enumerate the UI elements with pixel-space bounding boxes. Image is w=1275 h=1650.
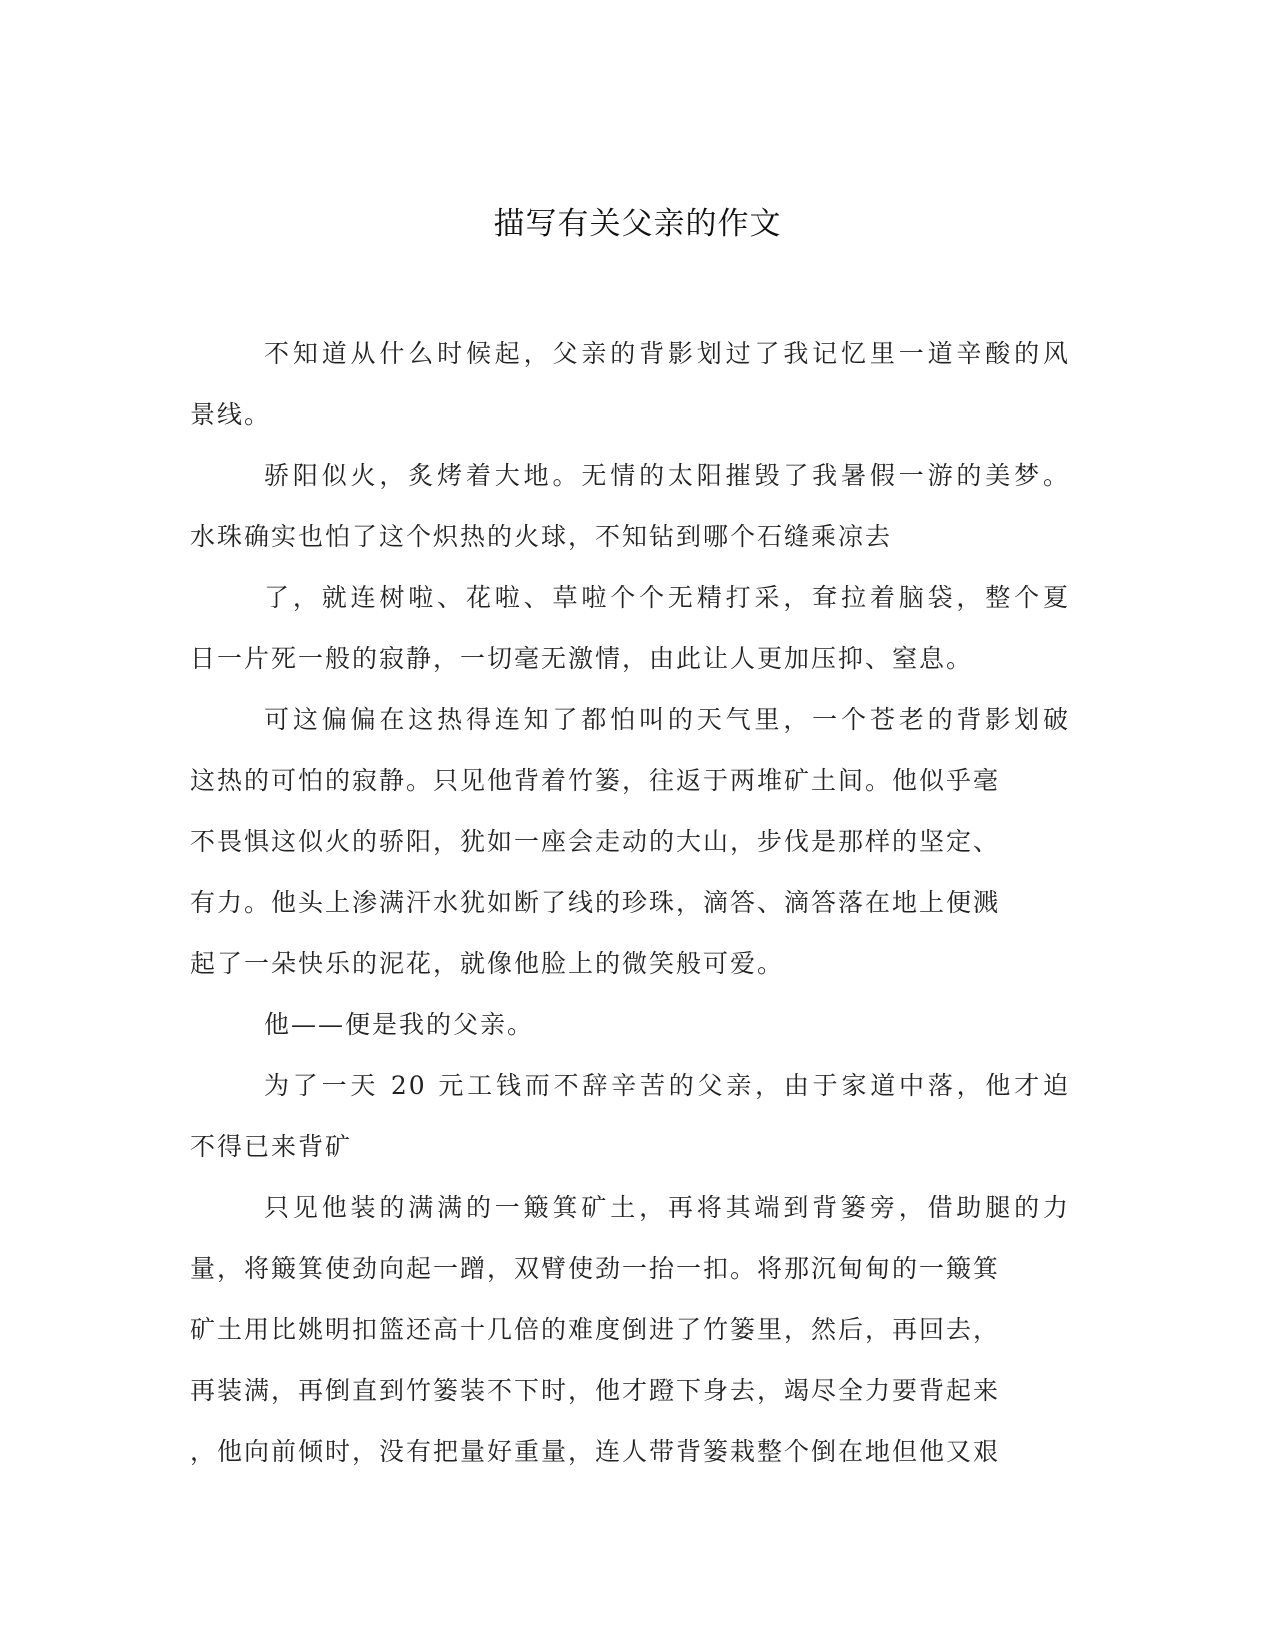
text-line: 日一片死一般的寂静，一切毫无激情，由此让人更加压抑、窒息。 — [190, 644, 974, 673]
text-line: 这热的可怕的寂静。只见他背着竹篓，往返于两堆矿土间。他似乎毫 — [190, 766, 1001, 795]
text-line: 可这偏偏在这热得连知了都怕叫的天气里，一个苍老的背影划破 — [264, 705, 1070, 734]
text-line: 有力。他头上渗满汗水犹如断了线的珍珠，滴答、滴答落在地上便溅 — [190, 888, 1001, 917]
text-line: 只见他装的满满的一簸箕矿土，再将其端到背篓旁，借助腿的力 — [264, 1193, 1070, 1222]
essay-body — [190, 323, 1070, 1482]
text-line: 骄阳似火，炙烤着大地。无情的太阳摧毁了我暑假一游的美梦。 — [264, 461, 1070, 490]
text-line: 为了一天 20 元工钱而不辞辛苦的父亲，由于家道中落，他才迫 — [264, 1071, 1070, 1100]
text-line: 水珠确实也怕了这个炽热的火球，不知钻到哪个石缝乘凉去 — [190, 522, 893, 551]
text-line: ，他向前倾时，没有把量好重量，连人带背篓栽整个倒在地但他又艰 — [190, 1437, 1001, 1466]
text-line: 不得已来背矿 — [190, 1132, 353, 1161]
text-line: 起了一朵快乐的泥花，就像他脸上的微笑般可爱。 — [190, 949, 785, 978]
text-line: 不知道从什么时候起，父亲的背影划过了我记忆里一道辛酸的风 — [264, 339, 1070, 368]
text-line: 景线。 — [190, 400, 272, 429]
document-title: 描写有关父亲的作文 — [493, 206, 782, 242]
text-line: 他——便是我的父亲。 — [264, 1010, 535, 1039]
text-line: 不畏惧这似火的骄阳，犹如一座会走动的大山，步伐是那样的坚定、 — [190, 827, 1001, 856]
text-line: 再装满，再倒直到竹篓装不下时，他才蹬下身去，竭尽全力要背起来 — [190, 1376, 1001, 1405]
text-line: 了，就连树啦、花啦、草啦个个无精打采，耷拉着脑袋，整个夏 — [264, 583, 1070, 612]
text-line: 量，将簸箕使劲向起一蹭，双臂使劲一抬一扣。将那沉甸甸的一簸箕 — [190, 1254, 1001, 1283]
text-line: 矿土用比姚明扣篮还高十几倍的难度倒进了竹篓里，然后，再回去， — [190, 1315, 1001, 1344]
